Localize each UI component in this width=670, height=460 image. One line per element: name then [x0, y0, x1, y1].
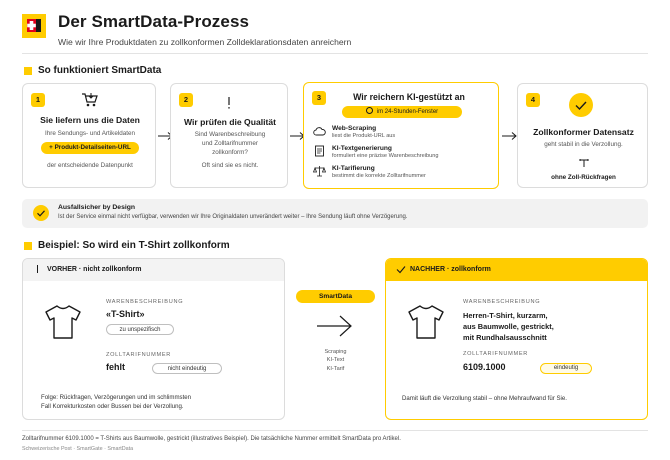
feature-ki-text — [332, 145, 438, 159]
step-card-1 — [22, 83, 156, 188]
footer-divider — [22, 430, 648, 431]
time-window-label: im 24-Stunden-Fenster — [376, 109, 439, 115]
tariff-value: 6109.1000 — [463, 362, 506, 372]
page-subtitle: Wie wir Ihre Produktdaten zu zollkonformen Zolldeklarationsdaten anreichern — [58, 37, 352, 47]
after-panel-title: NACHHER · zollkonform — [410, 266, 491, 273]
desc-badge: zu unspezifisch — [106, 324, 174, 335]
before-panel-title: VORHER · nicht zollkonform — [47, 266, 142, 273]
cart-icon — [81, 92, 99, 108]
transform-step: KI-Text — [326, 357, 345, 364]
tariff-label: ZOLLTARIFNUMMER — [463, 351, 528, 357]
smartdata-pill: SmartData — [296, 290, 375, 303]
after-panel-header — [386, 259, 647, 281]
tariff-badge: nicht eindeutig — [152, 363, 222, 374]
transform-step: KI-Tarif — [326, 365, 345, 372]
before-footer-line: Folge: Rückfragen, Verzögerungen und im schlimmsten — [41, 394, 192, 401]
step-text-line: zollkonform? — [212, 149, 248, 156]
after-footer: Damit läuft die Verzollung stabil – ohne Mehraufwand für Sie. — [402, 395, 567, 402]
desc-line: Herren-T-Shirt, kurzarm, — [463, 311, 548, 320]
desc-value — [463, 310, 554, 343]
before-footer — [41, 393, 191, 411]
feature-web-scraping — [332, 125, 395, 139]
step-number: 3 — [312, 91, 326, 105]
exclamation-icon — [37, 265, 38, 273]
desc-label: WARENBESCHREIBUNG — [463, 299, 541, 305]
post-logo-icon — [22, 14, 46, 38]
step-card-3 — [303, 82, 499, 189]
check-icon — [33, 205, 49, 221]
step-text-line: und Zolltarifnummer — [202, 140, 258, 147]
time-window-pill — [342, 106, 462, 118]
url-pill: + Produkt-Detailseiten-URL — [41, 142, 139, 154]
feature-title: Web-Scraping — [332, 125, 377, 132]
section-marker — [24, 242, 32, 250]
before-panel-header — [23, 259, 284, 281]
feature-ki-tarif — [332, 165, 426, 179]
feature-desc: formuliert eine präzise Warenbeschreibung — [332, 153, 439, 159]
header-divider — [22, 53, 648, 54]
step-text: Ihre Sendungs- und Artikeldaten — [45, 130, 135, 137]
tariff-badge: eindeutig — [540, 363, 592, 374]
check-icon — [396, 265, 406, 274]
section-title-example: Beispiel: So wird ein T-Shirt zollkonform — [38, 240, 230, 251]
document-icon — [314, 145, 325, 157]
step-number: 4 — [526, 93, 540, 107]
step-title: Zollkonformer Datensatz — [533, 127, 634, 137]
hammer-icon — [578, 158, 590, 168]
tshirt-icon — [43, 303, 83, 341]
step-number: 1 — [31, 93, 45, 107]
feature-title: KI-Tarifierung — [332, 165, 375, 172]
fallback-text: Ist der Service einmal nicht verfügbar, verwenden wir Ihre Originaldaten unverändert weiter – Ihre Sendung läuft ohne Verzögerung. — [58, 214, 408, 220]
step-title: Sie liefern uns die Daten — [40, 115, 140, 125]
step-number: 2 — [179, 93, 193, 107]
feature-desc: bestimmt die korrekte Zolltarifnummer — [332, 173, 426, 179]
exclamation-icon — [226, 96, 232, 110]
step-card-2 — [170, 83, 288, 188]
tariff-label: ZOLLTARIFNUMMER — [106, 352, 171, 358]
step-title: Wir reichern KI-gestützt an — [353, 92, 465, 102]
tariff-value: fehlt — [106, 362, 125, 372]
desc-line: mit Rundhalsausschnitt — [463, 333, 547, 343]
step-text-line: Sind Warenbeschreibung — [194, 131, 266, 138]
arrow-icon — [315, 314, 355, 338]
fallback-note — [22, 199, 648, 228]
transform-step: Scraping — [324, 349, 347, 355]
step-card-4 — [517, 83, 648, 188]
web-icon — [313, 126, 326, 138]
step-text: geht stabil in die Verzollung. — [544, 141, 623, 148]
desc-line: aus Baumwolle, gestrickt, — [463, 322, 554, 332]
feature-title: KI-Textgenerierung — [332, 145, 392, 152]
desc-value: «T-Shirt» — [106, 309, 145, 319]
before-footer-line: Fall Korrekturkosten oder Bussen bei der Verzollung. — [41, 403, 184, 411]
section-title-process: So funktioniert SmartData — [38, 65, 162, 76]
page-title: Der SmartData-Prozess — [58, 12, 250, 31]
step-note: ohne Zoll-Rückfragen — [551, 174, 616, 181]
feature-desc: liest die Produkt-URL aus — [332, 133, 396, 139]
tshirt-icon — [406, 303, 446, 341]
step-title: Wir prüfen die Qualität — [183, 117, 277, 127]
clock-icon — [366, 107, 373, 114]
section-marker — [24, 67, 32, 75]
footer-credit: Schweizerische Post · SmartGate · SmartData — [22, 446, 134, 452]
transform-steps — [296, 348, 375, 373]
before-panel — [22, 258, 285, 420]
desc-label: WARENBESCHREIBUNG — [106, 299, 184, 305]
footer-note: Zolltarifnummer 6109.1000 = T-Shirts aus Baumwolle, gestrickt (illustratives Beispiel). Die tatsächliche Nummer ermittelt SmartData pro Artikel. — [22, 436, 401, 442]
scale-icon — [313, 165, 326, 177]
step-note: Oft sind sie es nicht. — [201, 162, 259, 169]
after-panel — [385, 258, 648, 420]
step-note: der entscheidende Datenpunkt — [47, 162, 133, 169]
check-icon — [569, 93, 593, 117]
fallback-title: Ausfallsicher by Design — [58, 204, 136, 211]
